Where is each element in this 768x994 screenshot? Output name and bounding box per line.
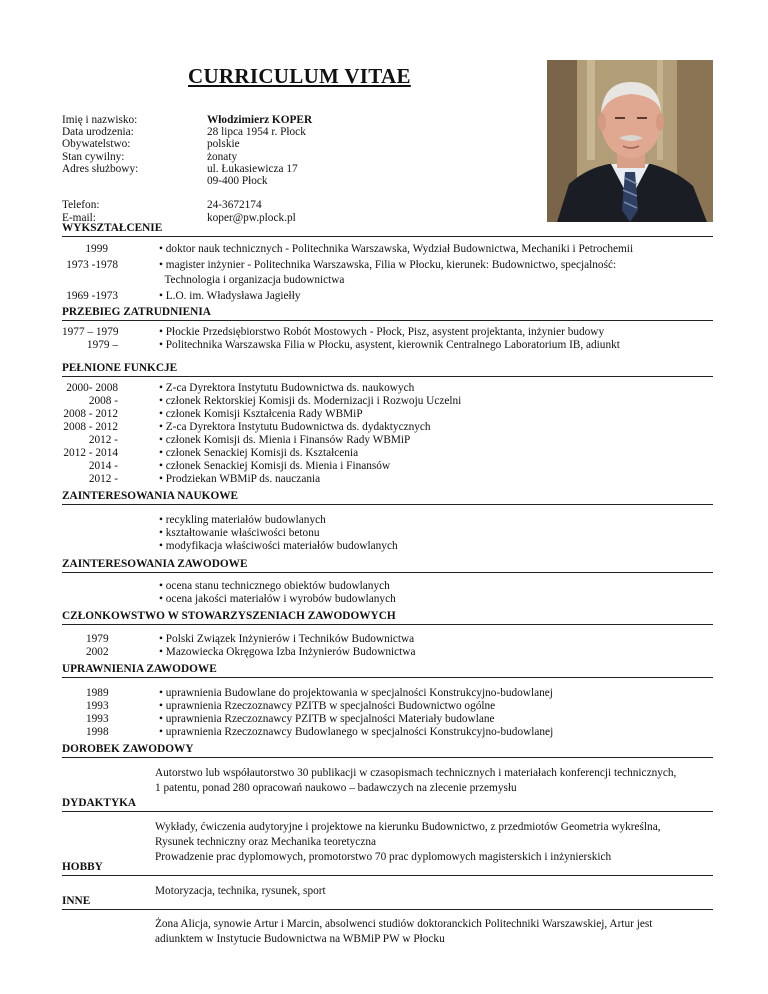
section-heading: ZAINTERESOWANIA NAUKOWE: [62, 489, 713, 505]
section-heading: HOBBY: [62, 860, 713, 876]
paragraph-line: Żona Alicja, synowie Artur i Marcin, absolwenci studiów doktoranckich Politechniki Warszawskiej, Artur jest: [155, 918, 653, 930]
section-heading: INNE: [62, 894, 713, 910]
section-functions: [62, 361, 713, 486]
list-item: 1999 • doktor nauk technicznych - Politechnika Warszawska, Wydział Budownictwa, Mechaniki i Petrochemii: [85, 243, 634, 255]
list-item: 1993 • uprawnienia Rzeczoznawcy PZITB w specjalności Budownictwo ogólne: [86, 700, 496, 712]
list-item: 2012 - 2014 • członek Senackiej Komisji ds. Kształcenia: [63, 447, 359, 459]
label-citizenship: Obywatelstwo:: [62, 138, 131, 151]
list-item: 1973 -1978 • magister inżynier - Politechnika Warszawska, Filia w Płocku, kierunek: Budownictwo, specjalność:: [66, 258, 617, 271]
address-line-2: 09-400 Płock: [207, 174, 268, 187]
label-name: Imię i nazwisko:: [62, 114, 138, 126]
list-item: 2000- 2008 • Z-ca Dyrektora Instytutu Budownictwa ds. naukowych: [66, 382, 415, 394]
paragraph-line: Prowadzenie prac dyplomowych, promotorstwo 70 prac dyplomowych magisterskich i inżynierskich: [155, 851, 612, 863]
marital-status: żonaty: [207, 150, 238, 163]
person-name: Włodzimierz KOPER: [207, 114, 313, 126]
paragraph-line: Autorstwo lub współautorstwo 30 publikacji w czasopismach technicznych i materiałach konferencji technicznych,: [155, 767, 677, 779]
section-heading: WYKSZTAŁCENIE: [62, 221, 713, 237]
address-line-1: ul. Łukasiewicza 17: [207, 162, 298, 175]
label-birth: Data urodzenia:: [62, 126, 134, 139]
label-address: Adres służbowy:: [62, 162, 139, 175]
section-education: [62, 221, 713, 305]
list-item: 2014 - • członek Senackiej Komisji ds. Mienia i Finansów: [88, 460, 391, 472]
paragraph-line: Rysunek techniczny oraz Mechanika teoretyczna: [155, 836, 376, 848]
list-item: 2008 - 2012 • członek Komisji Kształcenia Rady WBMiP: [63, 408, 363, 420]
section-heading: ZAINTERESOWANIA ZAWODOWE: [62, 557, 713, 573]
list-item: • ocena stanu technicznego obiektów budowlanych: [159, 580, 390, 592]
list-item: • ocena jakości materiałów i wyrobów budowlanych: [159, 593, 396, 605]
list-item: 1979 – • Politechnika Warszawska Filia w Płocku, asystent, kierownik Centralnego Laboratorium IB, adiunkt: [86, 339, 620, 351]
list-item: 1979 • Polski Związek Inżynierów i Techników Budownictwa: [86, 633, 415, 645]
section-science-interests: [62, 489, 713, 553]
section-membership: [62, 609, 713, 659]
list-item: 1998 • uprawnienia Rzeczoznawcy Budowlanego w specjalności Konstrukcyjno-budowlanej: [86, 726, 554, 738]
section-heading: DOROBEK ZAWODOWY: [62, 742, 713, 758]
section-employment: [62, 305, 713, 352]
paragraph-line: Wykłady, ćwiczenia audytoryjne i projektowe na kierunku Budownictwo, z przedmiotów Geometria wykreślna,: [155, 821, 661, 833]
list-item: 1977 – 1979 • Płockie Przedsiębiorstwo Robót Mostowych - Płock, Pisz, asystent projektanta, inżynier budowy: [62, 326, 605, 338]
list-item: 2002 • Mazowiecka Okręgowa Izba Inżynierów Budownictwa: [86, 646, 416, 658]
list-item: 2008 - • członek Rektorskiej Komisji ds. Modernizacji i Rozwoju Uczelni: [88, 395, 462, 407]
list-item: • modyfikacja właściwości materiałów budowlanych: [159, 540, 398, 552]
section-output: [62, 742, 713, 796]
list-item: 1969 -1973 • L.O. im. Władysława Jagiełły: [66, 289, 301, 302]
section-licenses: [62, 662, 713, 739]
phone-number: 24-3672174: [207, 199, 262, 212]
section-heading: PEŁNIONE FUNKCJE: [62, 361, 713, 377]
list-item: • kształtowanie właściwości betonu: [159, 527, 320, 539]
section-heading: PRZEBIEG ZATRUDNIENIA: [62, 305, 713, 321]
list-item: 2008 - 2012 • Z-ca Dyrektora Instytutu Budownictwa ds. dydaktycznych: [63, 421, 431, 433]
portrait-photo: [547, 60, 713, 222]
section-heading: UPRAWNIENIA ZAWODOWE: [62, 662, 713, 678]
label-email: E-mail:: [62, 211, 96, 224]
citizenship: polskie: [207, 138, 240, 151]
birth-date: 28 lipca 1954 r. Płock: [207, 126, 306, 139]
list-item: 2012 - • członek Komisji ds. Mienia i Finansów Rady WBMiP: [88, 434, 411, 446]
section-teaching: [62, 796, 713, 865]
document-title: CURRICULUM VITAE: [188, 64, 411, 88]
personal-values: [207, 114, 312, 224]
list-item: 1989 • uprawnienia Budowlane do projektowania w specjalności Konstrukcyjno-budowlanej: [86, 687, 553, 699]
section-other: [62, 894, 713, 947]
paragraph-line: adiunktem w Instytucie Budownictwa na WBMiP PW w Płocku: [155, 933, 445, 945]
list-item: 1993 • uprawnienia Rzeczoznawcy PZITB w specjalności Materiały budowlane: [86, 713, 495, 725]
paragraph-line: Motoryzacja, technika, rysunek, sport: [155, 885, 326, 897]
personal-labels: [62, 114, 138, 224]
list-item: Technologia i organizacja budownictwa: [159, 274, 345, 286]
paragraph-line: 1 patentu, ponad 280 opracowań naukowo – badawczych na zlecenie przemysłu: [155, 782, 517, 794]
label-marital: Stan cywilny:: [62, 150, 125, 163]
label-phone: Telefon:: [62, 199, 100, 212]
email-address: koper@pw.plock.pl: [207, 211, 296, 224]
list-item: • recykling materiałów budowlanych: [159, 514, 326, 526]
section-professional-interests: [62, 557, 713, 606]
section-heading: DYDAKTYKA: [62, 796, 713, 812]
list-item: 2012 - • Prodziekan WBMiP ds. nauczania: [88, 473, 321, 485]
section-heading: CZŁONKOWSTWO W STOWARZYSZENIACH ZAWODOWYCH: [62, 609, 713, 625]
